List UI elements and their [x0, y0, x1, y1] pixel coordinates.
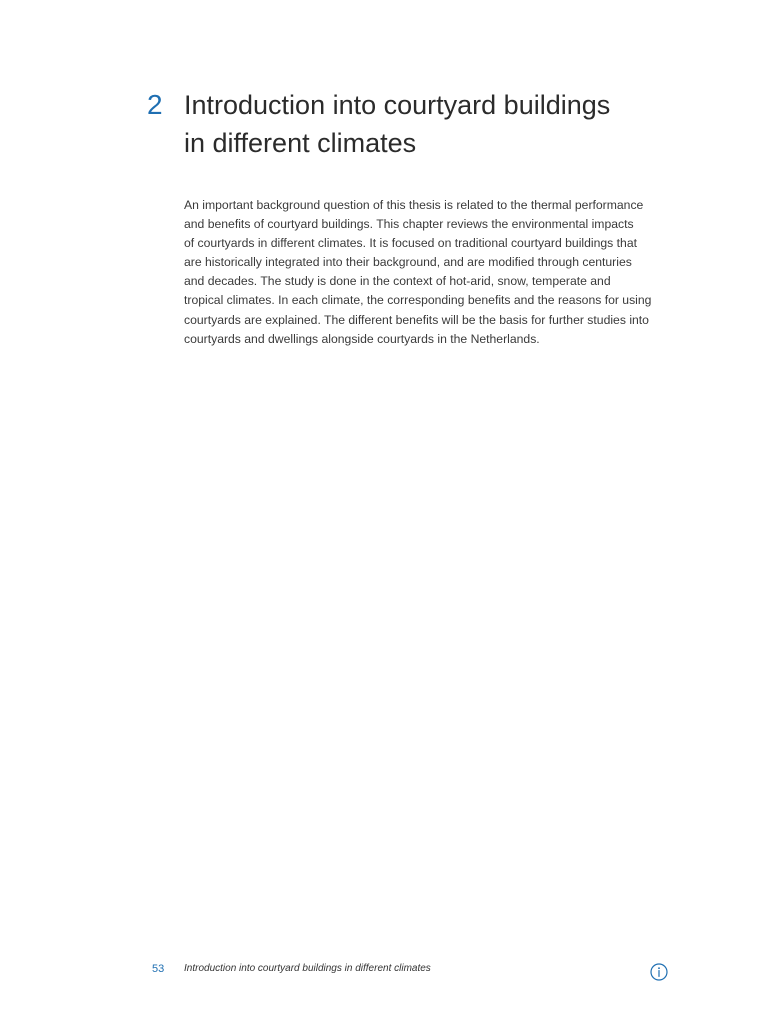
- paragraph-line: tropical climates. In each climate, the corresponding benefits and the reasons for using: [184, 293, 652, 308]
- paragraph-line: courtyards are explained. The different benefits will be the basis for further studies into: [184, 312, 649, 327]
- chapter-title-line: Introduction into courtyard buildings: [184, 90, 611, 120]
- chapter-title: [184, 86, 684, 162]
- paragraph-line: of courtyards in different climates. It is focused on traditional courtyard buildings that: [184, 236, 637, 251]
- paragraph-line: An important background question of this thesis is related to the thermal performance: [184, 198, 644, 212]
- chapter-title-line: in different climates: [184, 128, 417, 158]
- paragraph-line: courtyards and dwellings alongside courtyards in the Netherlands.: [184, 331, 540, 346]
- paragraph-line: are historically integrated into their background, and are modified through centuries: [184, 255, 632, 270]
- paragraph-line: and benefits of courtyard buildings. This chapter reviews the environmental impacts: [184, 217, 634, 232]
- footer-running-title: Introduction into courtyard buildings in different climates: [184, 963, 431, 974]
- footer-page-number: 53: [152, 963, 165, 975]
- chapter-number: 2: [147, 89, 163, 120]
- intro-paragraph: [184, 196, 674, 349]
- paragraph-line: and decades. The study is done in the context of hot-arid, snow, temperate and: [184, 274, 611, 289]
- info-icon[interactable]: [650, 963, 668, 981]
